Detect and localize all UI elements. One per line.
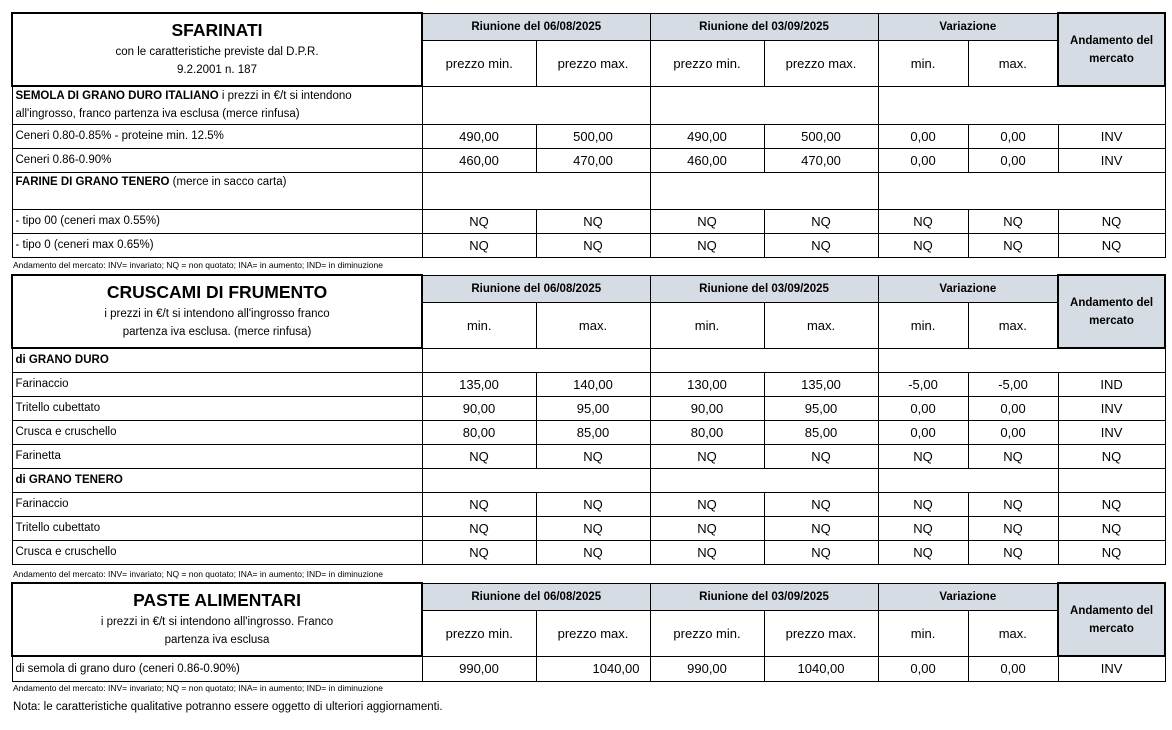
trend-cell: INV bbox=[1058, 420, 1165, 444]
cell: NQ bbox=[650, 444, 764, 468]
cell: NQ bbox=[650, 492, 764, 516]
cell: 85,00 bbox=[536, 420, 650, 444]
section-label-bold: SEMOLA DI GRANO DURO ITALIANO bbox=[15, 90, 219, 103]
trend-cell: NQ bbox=[1058, 444, 1165, 468]
subheader: prezzo min. bbox=[650, 610, 764, 656]
cell: 0,00 bbox=[968, 396, 1058, 420]
subheader: min. bbox=[878, 302, 968, 348]
section-label bbox=[12, 86, 422, 124]
cell: 0,00 bbox=[968, 420, 1058, 444]
section-label: di GRANO TENERO bbox=[12, 468, 422, 492]
cell: 90,00 bbox=[650, 396, 764, 420]
cell: NQ bbox=[878, 233, 968, 257]
cell: NQ bbox=[536, 492, 650, 516]
subheader: prezzo max. bbox=[536, 40, 650, 86]
cell: 0,00 bbox=[878, 396, 968, 420]
cell: NQ bbox=[422, 209, 536, 233]
cell: 990,00 bbox=[422, 656, 536, 681]
variazione-header: Variazione bbox=[878, 275, 1058, 302]
row-label: Farinetta bbox=[12, 444, 422, 468]
table-row bbox=[12, 233, 1165, 257]
paste-desc-2: partenza iva esclusa bbox=[164, 634, 270, 646]
sfarinati-title-cell bbox=[12, 13, 422, 86]
paste-desc-1: i prezzi in €/t si intendono all'ingrosso. Franco bbox=[100, 616, 334, 628]
cell: 0,00 bbox=[968, 656, 1058, 681]
trend-cell: INV bbox=[1058, 656, 1165, 681]
row-label: Farinaccio bbox=[12, 492, 422, 516]
section-label bbox=[12, 172, 422, 209]
table-row bbox=[12, 209, 1165, 233]
section-label-bold: FARINE DI GRANO TENERO bbox=[15, 175, 170, 188]
cell: -5,00 bbox=[878, 372, 968, 396]
cruscami-title-cell bbox=[12, 275, 422, 348]
subheader: max. bbox=[968, 610, 1058, 656]
cell: 460,00 bbox=[650, 148, 764, 172]
section-label: di GRANO DURO bbox=[12, 348, 422, 372]
riunione-1-header: Riunione del 06/08/2025 bbox=[422, 275, 650, 302]
riunione-2-header: Riunione del 03/09/2025 bbox=[650, 275, 878, 302]
paste-title: PASTE ALIMENTARI bbox=[133, 590, 301, 610]
trend-cell: IND bbox=[1058, 372, 1165, 396]
subheader: prezzo min. bbox=[422, 40, 536, 86]
row-label: Ceneri 0.86-0.90% bbox=[12, 148, 422, 172]
legend-note: Andamento del mercato: INV= invariato; NQ = non quotato; INA= in aumento; IND= in diminuzione bbox=[13, 569, 383, 579]
cell: 90,00 bbox=[422, 396, 536, 420]
cell: NQ bbox=[968, 540, 1058, 564]
cell: NQ bbox=[650, 516, 764, 540]
cell: 130,00 bbox=[650, 372, 764, 396]
cell: NQ bbox=[536, 516, 650, 540]
cell: NQ bbox=[650, 209, 764, 233]
trend-cell: NQ bbox=[1058, 209, 1165, 233]
cell: NQ bbox=[878, 492, 968, 516]
subheader: prezzo max. bbox=[764, 610, 878, 656]
table-row bbox=[12, 396, 1165, 420]
cell: NQ bbox=[764, 444, 878, 468]
row-label: Tritello cubettato bbox=[12, 396, 422, 420]
table-row bbox=[12, 372, 1165, 396]
cell: 500,00 bbox=[536, 124, 650, 148]
cell: NQ bbox=[422, 516, 536, 540]
cell: 95,00 bbox=[764, 396, 878, 420]
table-row bbox=[12, 124, 1165, 148]
trend-cell: NQ bbox=[1058, 516, 1165, 540]
andamento-header: Andamento del mercato bbox=[1058, 275, 1165, 348]
variazione-header: Variazione bbox=[878, 13, 1058, 40]
cell: NQ bbox=[536, 233, 650, 257]
cell: NQ bbox=[536, 444, 650, 468]
riunione-1-header: Riunione del 06/08/2025 bbox=[422, 583, 650, 610]
andamento-header: Andamento del mercato bbox=[1058, 13, 1165, 86]
cell: 1040,00 bbox=[764, 656, 878, 681]
cell: NQ bbox=[422, 444, 536, 468]
cell: 460,00 bbox=[422, 148, 536, 172]
cruscami-desc-2: partenza iva esclusa. (merce rinfusa) bbox=[122, 326, 312, 338]
paste-table bbox=[11, 582, 1166, 682]
table-row bbox=[12, 656, 1165, 681]
subheader: prezzo min. bbox=[650, 40, 764, 86]
paste-title-cell bbox=[12, 583, 422, 656]
riunione-2-header: Riunione del 03/09/2025 bbox=[650, 583, 878, 610]
subheader: max. bbox=[968, 40, 1058, 86]
table-row bbox=[12, 420, 1165, 444]
cell: 1040,00 bbox=[536, 656, 650, 681]
legend-note: Andamento del mercato: INV= invariato; NQ = non quotato; INA= in aumento; IND= in diminuzione bbox=[13, 260, 383, 270]
cell: NQ bbox=[878, 516, 968, 540]
subheader: min. bbox=[422, 302, 536, 348]
cell: NQ bbox=[968, 444, 1058, 468]
row-label: Crusca e cruschello bbox=[12, 420, 422, 444]
cell: 0,00 bbox=[878, 656, 968, 681]
cell: 0,00 bbox=[968, 124, 1058, 148]
cell: NQ bbox=[650, 540, 764, 564]
row-label: Farinaccio bbox=[12, 372, 422, 396]
subheader: min. bbox=[878, 610, 968, 656]
cell: 490,00 bbox=[422, 124, 536, 148]
cruscami-title: CRUSCAMI DI FRUMENTO bbox=[106, 282, 328, 302]
subheader: max. bbox=[968, 302, 1058, 348]
sfarinati-title: SFARINATI bbox=[171, 20, 263, 40]
cell: -5,00 bbox=[968, 372, 1058, 396]
table-row bbox=[12, 444, 1165, 468]
table-row bbox=[12, 148, 1165, 172]
variazione-header: Variazione bbox=[878, 583, 1058, 610]
trend-cell: INV bbox=[1058, 124, 1165, 148]
cell: NQ bbox=[764, 492, 878, 516]
footnote: Nota: le caratteristiche qualitative potranno essere oggetto di ulteriori aggiornamenti. bbox=[13, 701, 443, 713]
trend-cell: NQ bbox=[1058, 492, 1165, 516]
trend-cell: INV bbox=[1058, 396, 1165, 420]
sfarinati-desc-1: con le caratteristiche previste dal D.P.R. bbox=[115, 46, 319, 58]
riunione-2-header: Riunione del 03/09/2025 bbox=[650, 13, 878, 40]
subheader: max. bbox=[764, 302, 878, 348]
row-label: - tipo 00 (ceneri max 0.55%) bbox=[12, 209, 422, 233]
cell: 140,00 bbox=[536, 372, 650, 396]
cell: 80,00 bbox=[422, 420, 536, 444]
legend-note: Andamento del mercato: INV= invariato; NQ = non quotato; INA= in aumento; IND= in diminuzione bbox=[13, 683, 383, 693]
cell: 470,00 bbox=[764, 148, 878, 172]
cell: NQ bbox=[422, 540, 536, 564]
trend-cell: INV bbox=[1058, 148, 1165, 172]
cell: 500,00 bbox=[764, 124, 878, 148]
subheader: prezzo max. bbox=[764, 40, 878, 86]
cell: 0,00 bbox=[878, 420, 968, 444]
cell: NQ bbox=[968, 492, 1058, 516]
sfarinati-table bbox=[11, 12, 1166, 258]
row-label: Crusca e cruschello bbox=[12, 540, 422, 564]
section-label-rest: (merce in sacco carta) bbox=[169, 175, 287, 188]
cell: 0,00 bbox=[878, 124, 968, 148]
cell: 135,00 bbox=[764, 372, 878, 396]
row-label: - tipo 0 (ceneri max 0.65%) bbox=[12, 233, 422, 257]
cell: NQ bbox=[422, 233, 536, 257]
riunione-1-header: Riunione del 06/08/2025 bbox=[422, 13, 650, 40]
row-label: Tritello cubettato bbox=[12, 516, 422, 540]
cell: NQ bbox=[650, 233, 764, 257]
cell: NQ bbox=[764, 209, 878, 233]
cell: 470,00 bbox=[536, 148, 650, 172]
sfarinati-desc-2: 9.2.2001 n. 187 bbox=[177, 64, 257, 76]
cell: 85,00 bbox=[764, 420, 878, 444]
cell: 135,00 bbox=[422, 372, 536, 396]
section-label-line2: all'ingrosso, franco partenza iva esclusa (merce rinfusa) bbox=[15, 108, 300, 121]
cell: 0,00 bbox=[878, 148, 968, 172]
table-row bbox=[12, 516, 1165, 540]
cell: NQ bbox=[422, 492, 536, 516]
section-label-rest: i prezzi in €/t si intendono bbox=[218, 90, 352, 103]
subheader: max. bbox=[536, 302, 650, 348]
cell: NQ bbox=[968, 233, 1058, 257]
trend-cell: NQ bbox=[1058, 540, 1165, 564]
cruscami-table bbox=[11, 274, 1166, 565]
cell: NQ bbox=[878, 444, 968, 468]
cell: NQ bbox=[968, 209, 1058, 233]
andamento-header: Andamento del mercato bbox=[1058, 583, 1165, 656]
cell: 490,00 bbox=[650, 124, 764, 148]
subheader: prezzo min. bbox=[422, 610, 536, 656]
cell: 80,00 bbox=[650, 420, 764, 444]
subheader: prezzo max. bbox=[536, 610, 650, 656]
cell: NQ bbox=[878, 540, 968, 564]
cell: NQ bbox=[764, 516, 878, 540]
cell: 95,00 bbox=[536, 396, 650, 420]
row-label: Ceneri 0.80-0.85% - proteine min. 12.5% bbox=[12, 124, 422, 148]
cruscami-desc-1: i prezzi in €/t si intendono all'ingrosso franco bbox=[104, 308, 330, 320]
cell: NQ bbox=[968, 516, 1058, 540]
subheader: min. bbox=[878, 40, 968, 86]
cell: NQ bbox=[536, 209, 650, 233]
table-row bbox=[12, 540, 1165, 564]
cell: NQ bbox=[764, 540, 878, 564]
cell: NQ bbox=[878, 209, 968, 233]
cell: NQ bbox=[764, 233, 878, 257]
row-label: di semola di grano duro (ceneri 0.86-0.90%) bbox=[12, 656, 422, 681]
cell: NQ bbox=[536, 540, 650, 564]
trend-cell: NQ bbox=[1058, 233, 1165, 257]
table-row bbox=[12, 492, 1165, 516]
subheader: min. bbox=[650, 302, 764, 348]
cell: 0,00 bbox=[968, 148, 1058, 172]
cell: 990,00 bbox=[650, 656, 764, 681]
